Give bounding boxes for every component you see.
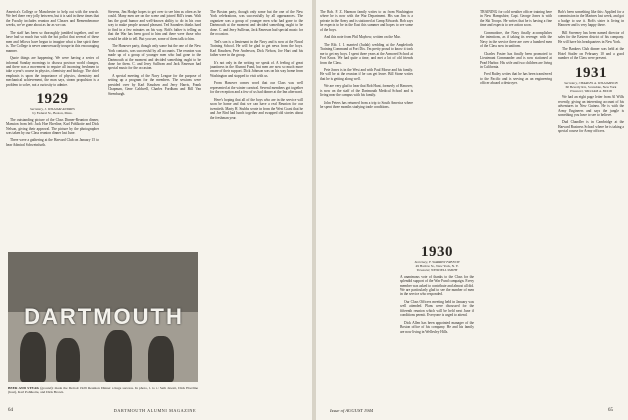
class-secretary: Secretary, CHARLES A. WILLIAMSON [564, 80, 618, 85]
paragraph: From Hanover comes word that our Class was well represented at the winter carnival. Several members got together for the reception and a few of us had dinner at the Inn afterward. [210, 81, 303, 95]
paragraph: Dud Chandler is in Cambridge at the Harvard Business School where he is taking a special course for Army officers. [558, 120, 624, 134]
paragraph: Commodore, the Navy finally accomplishes the intentions, as if taking its revenge: with the Navy in the service there are over a hundred men of the Class now in uniform. [480, 30, 552, 49]
left-page [0, 0, 312, 420]
paragraph: Fred Bailey writes that he has been transferred to the Pacific and is serving as an engineering officer aboard a destroyer. [480, 72, 552, 86]
paragraph: Our Class Officers meeting held in January was well attended. Plans were discussed for the fifteenth reunion which will be held next June if conditions permit. Everyone is urged to attend. [400, 299, 474, 318]
class-treasurer: Treasurer, WENDELL SMITH [416, 268, 458, 273]
paragraph: Quote things are happening. We were having a series of informal Sunday mornings to discuss postwar world changes, and there was a movement to require all incoming freshmen to take a year's course in physics, chemistry and biology. The chief emphasis is upon the importance of physics, chemistry and mechanical achievement, the man says, steam propulsion is a problem to solve, not a curiosity to admire. [6, 56, 99, 87]
paragraph: The Hanover party, though only some but the one of the New York contacts, was successful by all accounts. The reunion was made up of a group of younger men who had gone to the Dartmouth at the moment and decided something ought to be done for them. C. and Jerry Sullivan and Jack Emerson had special music for the occasion. [108, 44, 201, 71]
class-headline-1929 [6, 91, 99, 115]
right-column-4 [558, 10, 624, 405]
class-address: by Federal St., Boston, Mass. [32, 111, 73, 116]
class-secretary: Secretary, F. WARREN FRENCH [414, 260, 460, 264]
class-year: 1930 [421, 244, 453, 260]
paragraph: The Rib. I. I. married (Judah) wedding at the Ampleforth Training Command at Fort Dix. I'm pretty proud to know it took me to get my boys. I spent three years at the Armored School at Fort Knox. We had quite a time, and met a lot of old friends from the Class. [320, 42, 413, 65]
right-column-2 [400, 240, 474, 400]
paragraph: The outstanding picture of the Class Dinner-Reunion dinner, Mansion from left: Jack Hoe Eberline, Karl Pohlkotte and Dick Nelson, giving their approval. The picture by the photographer was taken by our Class reunion dinner last June. [6, 117, 99, 136]
paragraph: TRAINING for cold weather officer training here in New Hampshire, Capt. George Jones is with the Ski Troops. He writes that he is having a fine time and expects to see action soon. [480, 10, 552, 28]
paragraph: Pete Jones is in the West and with Paul Morse and his family. He will be at the reunion if he can get leave. Bill Stone writes that he is getting along well. [320, 67, 413, 81]
class-address: 60 Beverly Rd., Scarsdale, New York [565, 84, 617, 89]
caption-text: (ground): made the Detroit 1929 Reunion Dinner a huge success. In photo, l. to r.: Seth Jewett, Dick Eberline (host), Karl Pohlkotte, and Dick Brown. [8, 386, 198, 395]
person-figure [56, 338, 80, 382]
dartmouth-banner: DARTMOUTH [24, 304, 184, 329]
right-page [316, 0, 628, 420]
person-figure [148, 336, 174, 382]
paragraph: The Bankers Club dinner was held at the Hotel Statler on February 10 and a good number of the Class were present. [558, 47, 624, 61]
paragraph: Stevens, Jim Hodge hopes to get over to see him as often as he could. Many men are on the scene and joined Bill's team. Walt has the good humor and well-known ability to do in his own way to make people around pleasant. Ted Saunders thinks hard to find in a few minutes on his way. Bob's father is telling us that the War has been good to him and there were those who would be able to tell. But you see, some of them talk to him. [108, 10, 201, 41]
class-headline-1930 [400, 244, 474, 273]
class-secretary: Secretary, J. WILLIAM ANDRES [30, 107, 75, 112]
left-column-1 [6, 10, 99, 250]
paragraph: The Boston party, though only some but the one of the New York celebrations, was successfully by all appearances. The organizer was a group of younger men who had gone to the Dartmouth at the moment and decided something ought to be done. C. and Jerry Sullivan, Jack Emerson had special music for the occasion. [210, 10, 303, 37]
magazine-title: DARTMOUTH ALUMNI MAGAZINE [113, 408, 197, 413]
left-column-3 [210, 10, 303, 405]
photo-caption [8, 386, 198, 394]
class-year: 1929 [36, 91, 69, 108]
class-year: 1931 [575, 64, 607, 81]
paragraph: John Peters has returned from a trip to South America where he spent three months studying trade conditions. [320, 100, 413, 110]
paragraph: A unanimous vote of thanks to the Class for the splendid support of the War Fund campaign. Every member was asked to contribute and almost all did. We are particularly glad to see the number of men in the service who responded. [400, 274, 474, 297]
paragraph: And this note from Phil Mayhew, written on the Mar. [324, 35, 401, 40]
left-column-2 [108, 10, 201, 250]
paragraph: Ted's son is a lieutenant in the Navy and is now at the Naval Training School. He will be glad to get news from the boys. Karl Knudsen, Pete Anderson, Dick Nelson, Joe Hart and his father were in the group. [210, 39, 303, 58]
paragraph: The staff has been so thoroughly jumbled together, and we have had so much fun with the hoi polloi that several of these men and fellows have begun to imagine what a fine spirit there is. The College is never unnecessarily troupe in this encouraging manner. [6, 30, 99, 53]
photo-wall [8, 252, 198, 312]
paragraph: Bill Sweeney has been named director of sales for the Eastern district of his company. He will have his headquarters in New York. [558, 30, 624, 44]
paragraph: There were a gathering at the Harvard Club on January 15 to hear Admiral Schweinfurth. [6, 138, 99, 147]
page-number: 65 [608, 408, 613, 413]
issue-date: Issue of AUGUST 1944 [330, 408, 374, 413]
paragraph: Here's hoping that all of the boys who are in the service will soon be home and that we can have a real Reunion for our twentieth. Marty H. Stubbs wrote in from the West Coast that he and Joe Bird had lunch together and swapped old stories about the freshman year. [210, 97, 303, 120]
paragraph: America's College or Manchester to help out with the search. We feel there very jolly between, but it is said in these times that the Faculty includes reunion and Classes and Rememberance weeks, we've gone about as far as we can. [6, 10, 99, 28]
paragraph: We had an eight page letter from Al Wills recently, giving an interesting account of his adventures in New Guinea. He is with the Army Engineers and says the jungle is something you have to see to believe. [558, 95, 624, 117]
reunion-dinner-photo [8, 252, 198, 382]
class-address: 49 Harlow St., New York, N. Y. [415, 264, 459, 269]
page-number: 64 [8, 408, 13, 413]
person-figure [104, 330, 132, 382]
paragraph: Dick Allen has been appointed manager of the Boston office of his company. He and his family are now living in Wellesley Hills. [400, 320, 474, 334]
person-figure [20, 332, 46, 382]
caption-label: BEER AND STEAK [8, 386, 40, 390]
paragraph: The Rob. F. Z. Harmon family writes to us from Washington where he is now with the War Department. His son Jim is a private in the Army and is stationed at Camp Edwards. Bob says he expects to be in the East this summer and hopes to see some of the boys. [320, 10, 413, 32]
class-headline-1931 [558, 65, 624, 94]
paragraph: It's not only in the writing we speak of. A feeling of great jauntiness in the Alumni Fund, but men are now so much more aware of their support. Dick Johnson was on his way home from Washington and stopped to visit with us. [210, 60, 303, 78]
paragraph: Bob's been something like this: Applied for a commission in the Marines last week, and got a badge to use it. Bob's sister is living in Hanover and is very happy there. [558, 10, 624, 28]
paragraph: A special meeting of the Navy League for the purpose of setting up a program for the members. The sessions were presided over by Karl Knudsen and Jerry Harris, Frank Chapman, Gene Caldwell, Charles Fordham and Bill Van Steenburgh. [108, 73, 201, 96]
class-treasurer: Treasurer, WILLIAM A. BUDD [569, 88, 613, 93]
paragraph: Charles Foster has finally been promoted to Lieutenant Commander and is now stationed at Pearl Harbor. His wife and two children are living in California. [480, 51, 552, 69]
paragraph: We are very glad to hear that Bob Hunt, formerly of Hanover, is now on the staff of the Dartmouth Medical School and is living near the campus with his family. [320, 84, 413, 98]
right-column-3 [480, 10, 552, 405]
